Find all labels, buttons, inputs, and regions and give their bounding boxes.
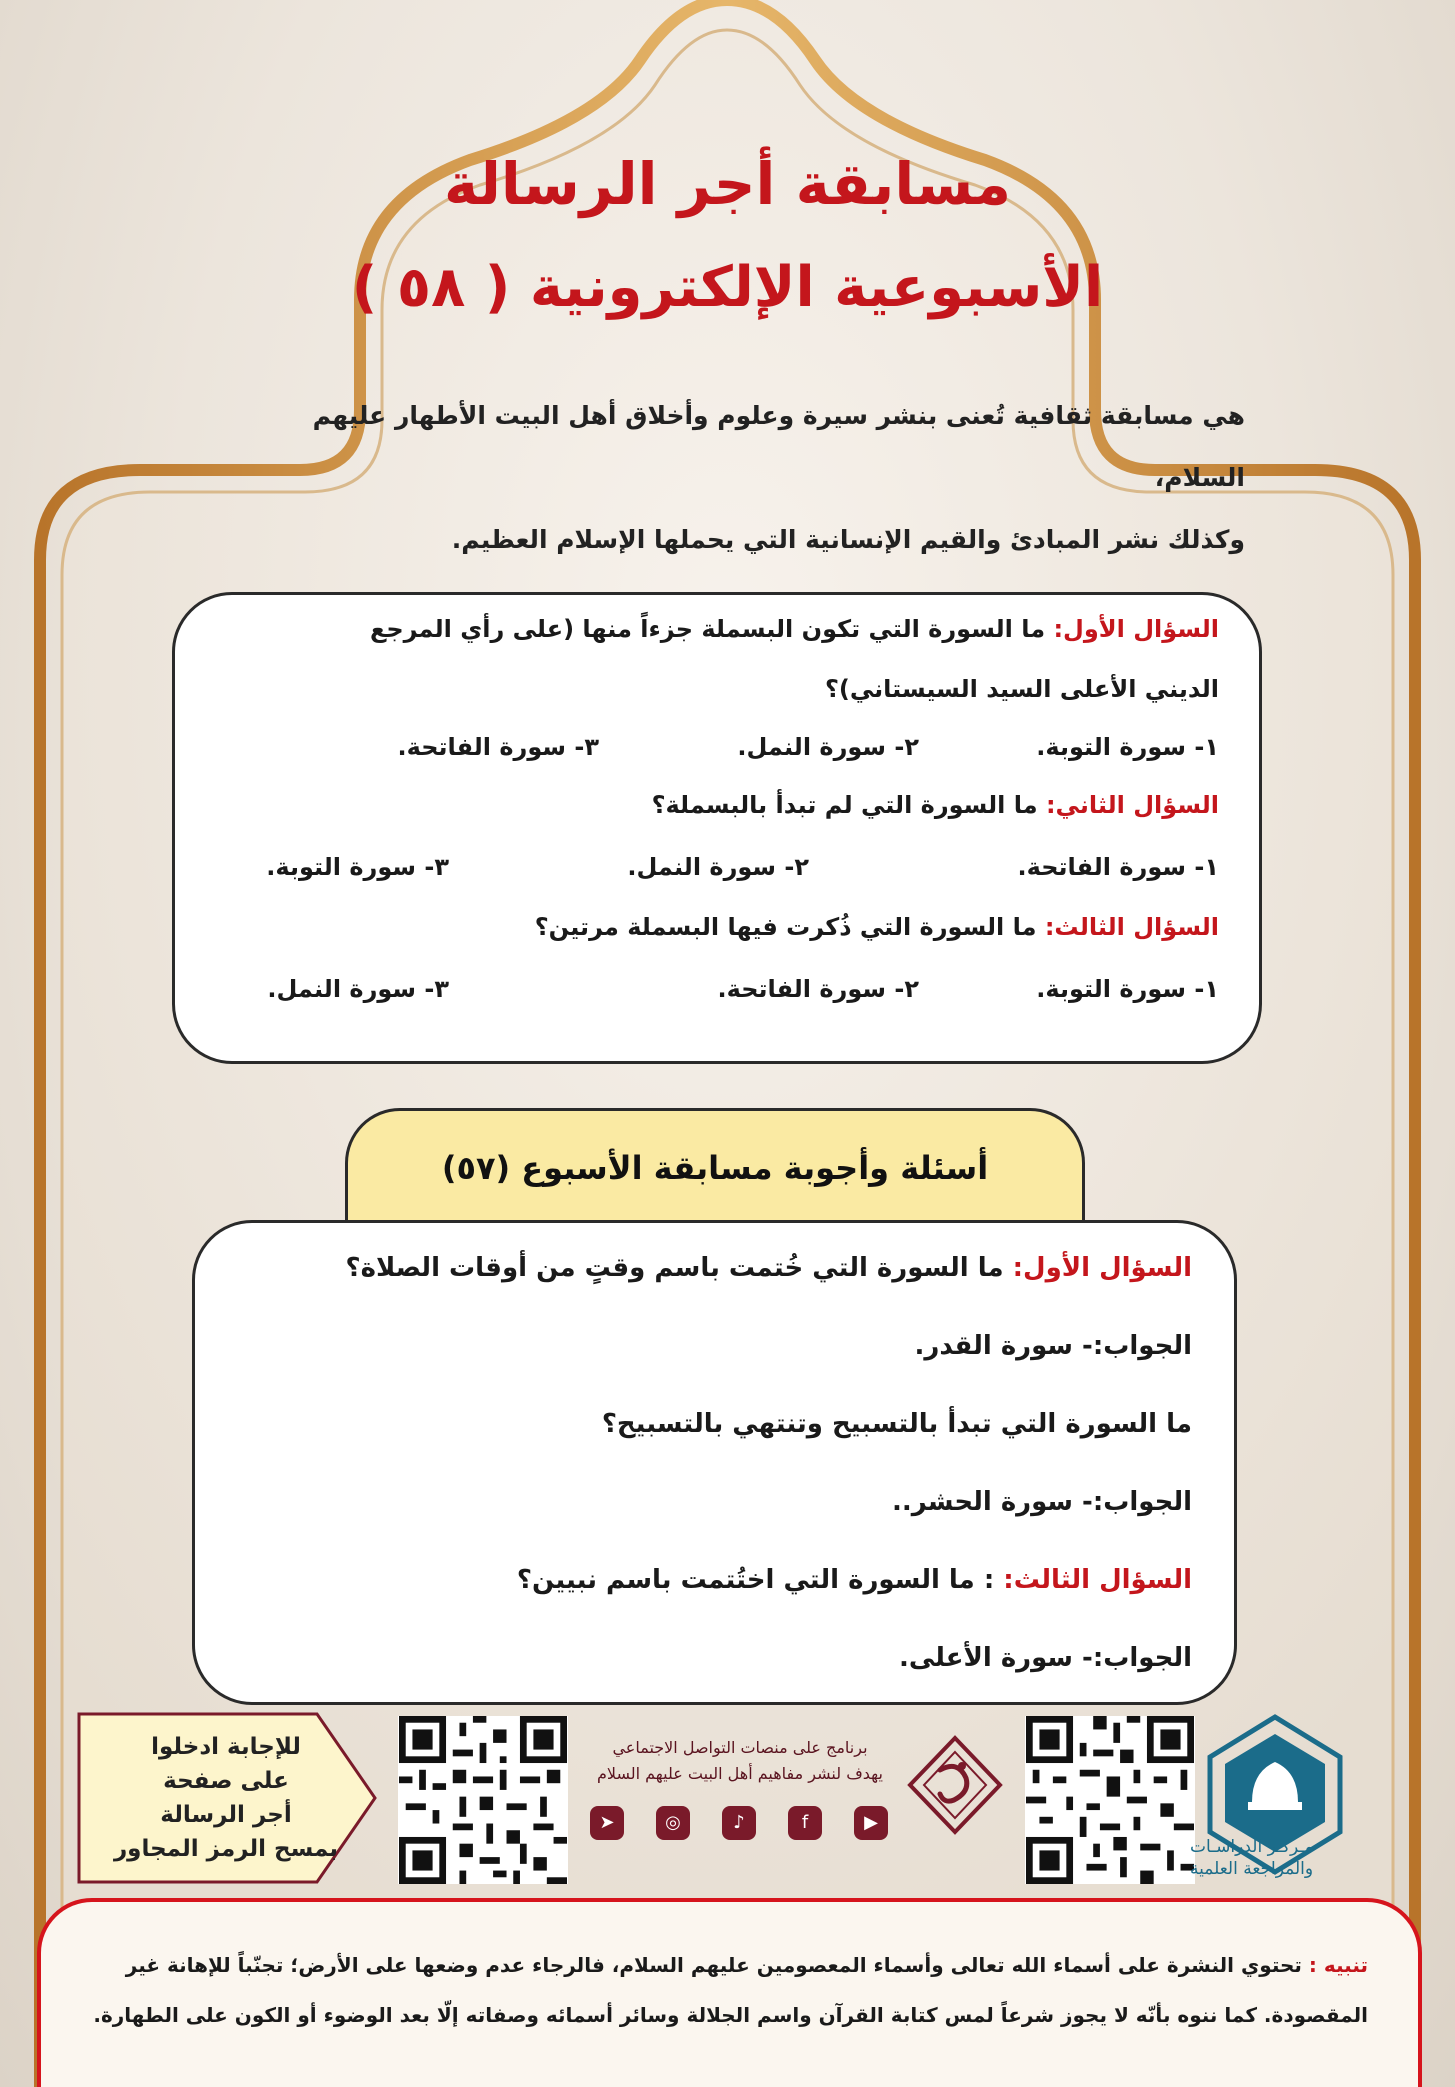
question-1-label: السؤال الأول:: [1053, 615, 1219, 643]
center-name-line-2: والمراجعة العلمية: [1190, 1859, 1314, 1879]
previous-question-3-text: : ما السورة التي اختُتمت باسم نبيين؟: [516, 1565, 995, 1595]
option[interactable]: ٢- سورة النمل.: [737, 733, 919, 761]
option[interactable]: ٣- سورة النمل.: [267, 975, 449, 1003]
previous-answer-1: الجواب:- سورة القدر.: [914, 1331, 1192, 1361]
previous-question-1-text: ما السورة التي خُتمت باسم وقتٍ من أوقات الصلاة؟: [345, 1253, 1004, 1283]
question-3-options: [215, 975, 1219, 1015]
question-3-label: السؤال الثالث:: [1044, 913, 1219, 941]
instagram-icon[interactable]: ◎: [656, 1806, 690, 1840]
notice-line-1-text: تحتوي النشرة على أسماء الله تعالى وأسماء المعصومين عليهم السلام، فالرجاء عدم وضعها على الأرض؛ تجنّباً للإهانة غير: [125, 1953, 1309, 1977]
ajr-alrisala-logo-icon: [900, 1730, 1010, 1840]
notice-line-2: المقصودة. كما ننوه بأنّه لا يجوز شرعاً لمس كتابة القرآن واسم الجلالة وسائر أسمائه وصفاته إلّا بعد الوضوء أو الكون على الطهارة.: [93, 2003, 1368, 2027]
question-2: [215, 791, 1219, 819]
program-line-1: برنامج على منصات التواصل الاجتماعي: [612, 1738, 868, 1757]
scan-instruction-box: [77, 1712, 377, 1884]
scan-line-3: أجر الرسالة: [160, 1802, 292, 1828]
question-3-text: ما السورة التي ذُكرت فيها البسملة مرتين؟: [534, 913, 1037, 941]
question-1-text: ما السورة التي تكون البسملة جزءاً منها (على رأي المرجع: [369, 615, 1046, 643]
question-1: [215, 615, 1219, 643]
previous-answers-box: [192, 1220, 1237, 1705]
previous-question-3-label: السؤال الثالث:: [1003, 1565, 1192, 1595]
scan-instruction-text: [91, 1730, 361, 1866]
question-2-text: ما السورة التي لم تبدأ بالبسملة؟: [651, 791, 1038, 819]
social-icons-row: [590, 1806, 890, 1842]
question-2-label: السؤال الثاني:: [1045, 791, 1219, 819]
intro-text: [230, 385, 1245, 571]
option[interactable]: ٣- سورة الفاتحة.: [397, 733, 599, 761]
option[interactable]: ٣- سورة التوبة.: [266, 853, 449, 881]
notice-text: [81, 1940, 1368, 2040]
youtube-icon[interactable]: ▶: [854, 1806, 888, 1840]
telegram-icon[interactable]: ➤: [590, 1806, 624, 1840]
option[interactable]: ١- سورة التوبة.: [1036, 733, 1219, 761]
notice-label: تنبيه :: [1308, 1953, 1368, 1977]
research-center-name: [1190, 1836, 1350, 1880]
previous-question-2: ما السورة التي تبدأ بالتسبيح وتنتهي بالتسبيح؟: [601, 1409, 1192, 1439]
scan-line-4: بمسح الرمز المجاور: [113, 1836, 339, 1862]
option[interactable]: ١- سورة الفاتحة.: [1017, 853, 1219, 881]
previous-answer-3: الجواب:- سورة الأعلى.: [898, 1643, 1192, 1673]
intro-line-1: هي مسابقة ثقافية تُعنى بنشر سيرة وعلوم وأخلاق أهل البيت الأطهار عليهم السلام،: [312, 401, 1245, 492]
qr-code-icon[interactable]: [398, 1716, 568, 1884]
qr-code-icon[interactable]: [1025, 1716, 1195, 1884]
option[interactable]: ١- سورة التوبة.: [1036, 975, 1219, 1003]
scan-line-2: على صفحة: [163, 1768, 289, 1794]
question-2-options: [215, 853, 1219, 893]
question-1-options: [215, 733, 1219, 773]
page-title: مسابقة أجر الرسالة: [443, 150, 1012, 218]
previous-question-3: [235, 1565, 1192, 1595]
facebook-icon[interactable]: f: [788, 1806, 822, 1840]
previous-question-1-label: السؤال الأول:: [1012, 1253, 1192, 1283]
program-line-2: يهدف لنشر مفاهيم أهل البيت عليهم السلام: [596, 1764, 883, 1783]
notice-box: [37, 1898, 1422, 2087]
current-quiz-box: [172, 592, 1262, 1064]
previous-week-banner: [345, 1108, 1085, 1233]
option[interactable]: ٢- سورة الفاتحة.: [717, 975, 919, 1003]
scan-line-1: للإجابة ادخلوا: [151, 1734, 301, 1760]
option[interactable]: ٢- سورة النمل.: [627, 853, 809, 881]
tiktok-icon[interactable]: ♪: [722, 1806, 756, 1840]
center-name-line-1: مـركـز الدراسـات: [1190, 1837, 1314, 1857]
previous-answer-2: الجواب:- سورة الحشر..: [891, 1487, 1192, 1517]
question-3: [215, 913, 1219, 941]
notice-line-1: [81, 1940, 1368, 1990]
page-subtitle: الأسبوعية الإلكترونية ( ٥٨ ): [351, 255, 1104, 320]
question-1-continued: الديني الأعلى السيد السيستاني)؟: [824, 675, 1219, 703]
previous-question-1: [235, 1253, 1192, 1283]
previous-week-title: أسئلة وأجوبة مسابقة الأسبوع (٥٧): [441, 1149, 989, 1187]
program-description: [585, 1735, 895, 1787]
intro-line-2: وكذلك نشر المبادئ والقيم الإنسانية التي يحملها الإسلام العظيم.: [451, 525, 1245, 554]
